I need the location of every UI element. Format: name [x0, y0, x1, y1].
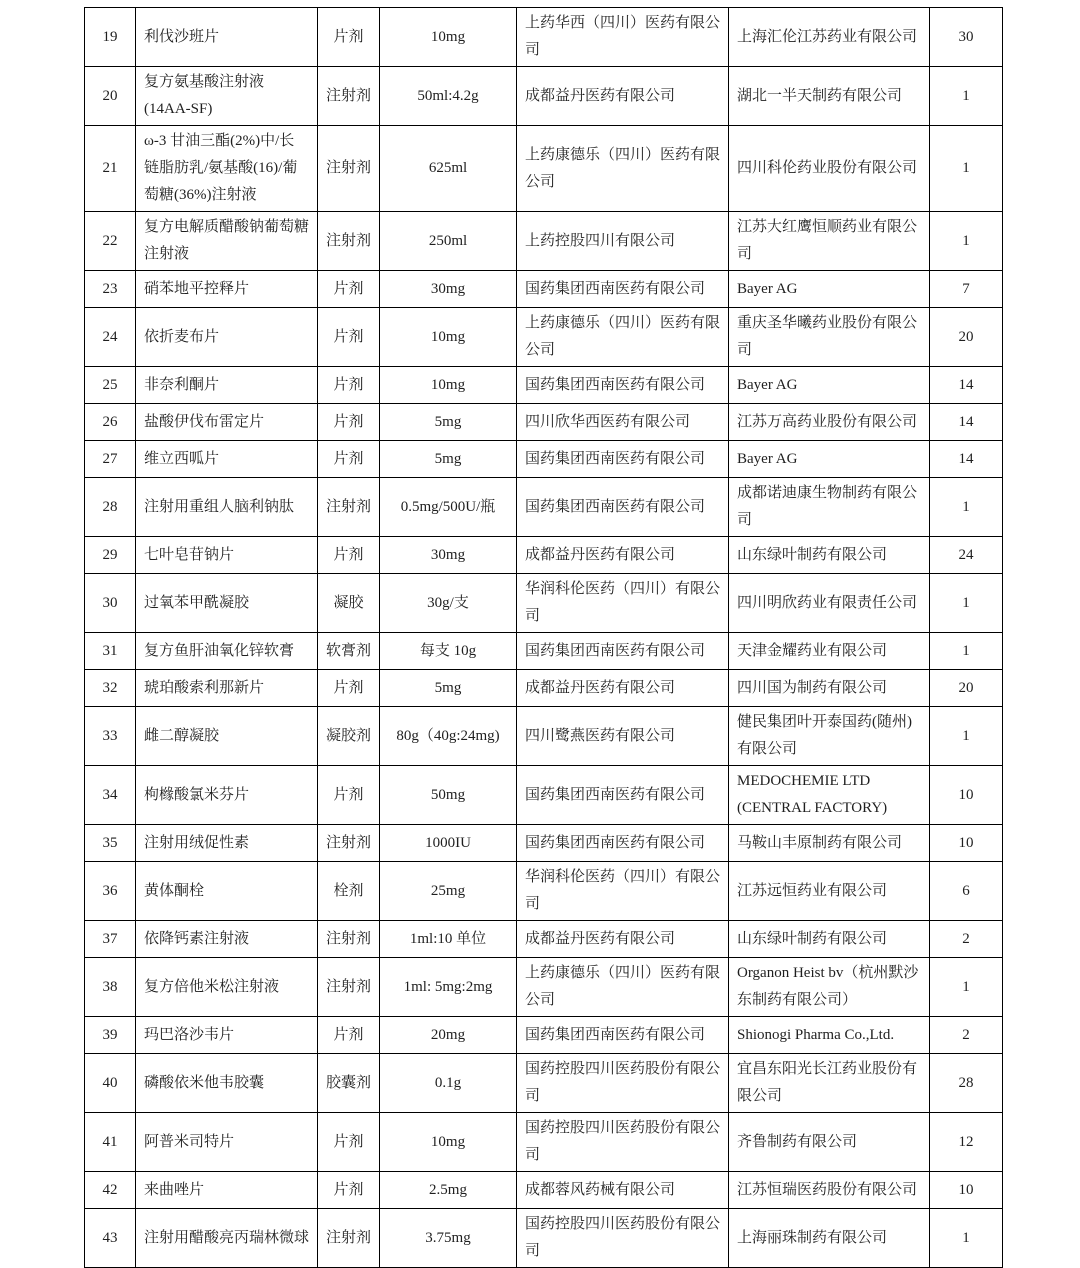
cell-supplier-company: 上药华西（四川）医药有限公司 [517, 8, 729, 67]
cell-drug-name: 阿普米司特片 [136, 1113, 318, 1172]
cell-supplier-company: 国药集团西南医药有限公司 [517, 1017, 729, 1054]
table-row [85, 921, 1003, 958]
cell-row-number: 19 [85, 8, 136, 67]
cell-supplier-company: 成都益丹医药有限公司 [517, 67, 729, 126]
cell-supplier-company: 四川鹭燕医药有限公司 [517, 707, 729, 766]
cell-specification: 5mg [380, 670, 517, 707]
cell-specification: 10mg [380, 308, 517, 367]
cell-row-number: 26 [85, 404, 136, 441]
cell-row-number: 34 [85, 766, 136, 825]
cell-drug-name: 七叶皂苷钠片 [136, 537, 318, 574]
cell-manufacturer-company: Shionogi Pharma Co.,Ltd. [729, 1017, 930, 1054]
cell-dosage-form: 注射剂 [318, 478, 380, 537]
cell-row-number: 20 [85, 67, 136, 126]
table-row [85, 308, 1003, 367]
cell-dosage-form: 注射剂 [318, 212, 380, 271]
cell-row-number: 22 [85, 212, 136, 271]
cell-drug-name: 注射用重组人脑利钠肽 [136, 478, 318, 537]
cell-supplier-company: 上药控股四川有限公司 [517, 212, 729, 271]
cell-quantity: 1 [930, 707, 1003, 766]
cell-supplier-company: 国药集团西南医药有限公司 [517, 633, 729, 670]
cell-row-number: 25 [85, 367, 136, 404]
cell-drug-name: 注射用醋酸亮丙瑞林微球 [136, 1209, 318, 1268]
cell-manufacturer-company: 健民集团叶开泰国药(随州)有限公司 [729, 707, 930, 766]
cell-manufacturer-company: Bayer AG [729, 441, 930, 478]
drug-list-table [84, 7, 1003, 1268]
table-row [85, 670, 1003, 707]
table-row [85, 126, 1003, 212]
cell-dosage-form: 片剂 [318, 670, 380, 707]
cell-row-number: 36 [85, 862, 136, 921]
cell-manufacturer-company: 重庆圣华曦药业股份有限公司 [729, 308, 930, 367]
cell-quantity: 1 [930, 1209, 1003, 1268]
table-row [85, 271, 1003, 308]
table-row [85, 212, 1003, 271]
table-row [85, 1017, 1003, 1054]
table-row [85, 441, 1003, 478]
cell-supplier-company: 上药康德乐（四川）医药有限公司 [517, 126, 729, 212]
cell-manufacturer-company: 天津金耀药业有限公司 [729, 633, 930, 670]
cell-dosage-form: 片剂 [318, 1113, 380, 1172]
cell-dosage-form: 片剂 [318, 766, 380, 825]
cell-manufacturer-company: 四川明欣药业有限责任公司 [729, 574, 930, 633]
cell-specification: 10mg [380, 367, 517, 404]
table-row [85, 1172, 1003, 1209]
cell-supplier-company: 国药集团西南医药有限公司 [517, 271, 729, 308]
cell-drug-name: 琥珀酸索利那新片 [136, 670, 318, 707]
cell-drug-name: 复方氨基酸注射液(14AA-SF) [136, 67, 318, 126]
cell-dosage-form: 片剂 [318, 441, 380, 478]
table-row [85, 478, 1003, 537]
cell-row-number: 40 [85, 1054, 136, 1113]
cell-manufacturer-company: Bayer AG [729, 271, 930, 308]
cell-supplier-company: 上药康德乐（四川）医药有限公司 [517, 308, 729, 367]
cell-dosage-form: 注射剂 [318, 921, 380, 958]
cell-drug-name: 复方倍他米松注射液 [136, 958, 318, 1017]
cell-supplier-company: 成都蓉风药械有限公司 [517, 1172, 729, 1209]
cell-drug-name: 利伐沙班片 [136, 8, 318, 67]
cell-specification: 10mg [380, 8, 517, 67]
cell-dosage-form: 注射剂 [318, 1209, 380, 1268]
cell-specification: 50mg [380, 766, 517, 825]
cell-quantity: 1 [930, 212, 1003, 271]
cell-quantity: 2 [930, 1017, 1003, 1054]
cell-drug-name: 复方鱼肝油氧化锌软膏 [136, 633, 318, 670]
cell-dosage-form: 片剂 [318, 308, 380, 367]
cell-dosage-form: 片剂 [318, 537, 380, 574]
cell-quantity: 24 [930, 537, 1003, 574]
cell-specification: 625ml [380, 126, 517, 212]
cell-specification: 5mg [380, 404, 517, 441]
cell-specification: 3.75mg [380, 1209, 517, 1268]
cell-dosage-form: 注射剂 [318, 126, 380, 212]
cell-drug-name: 盐酸伊伐布雷定片 [136, 404, 318, 441]
cell-dosage-form: 凝胶 [318, 574, 380, 633]
cell-quantity: 20 [930, 308, 1003, 367]
cell-quantity: 2 [930, 921, 1003, 958]
cell-row-number: 29 [85, 537, 136, 574]
cell-specification: 80g（40g:24mg) [380, 707, 517, 766]
cell-specification: 30g/支 [380, 574, 517, 633]
cell-dosage-form: 注射剂 [318, 958, 380, 1017]
cell-manufacturer-company: 马鞍山丰原制药有限公司 [729, 825, 930, 862]
cell-row-number: 27 [85, 441, 136, 478]
cell-specification: 10mg [380, 1113, 517, 1172]
table-row [85, 67, 1003, 126]
cell-row-number: 24 [85, 308, 136, 367]
table-row [85, 958, 1003, 1017]
cell-specification: 1000IU [380, 825, 517, 862]
cell-quantity: 20 [930, 670, 1003, 707]
table-row [85, 766, 1003, 825]
cell-dosage-form: 凝胶剂 [318, 707, 380, 766]
table-row [85, 537, 1003, 574]
cell-manufacturer-company: 江苏万高药业股份有限公司 [729, 404, 930, 441]
cell-row-number: 21 [85, 126, 136, 212]
cell-supplier-company: 成都益丹医药有限公司 [517, 670, 729, 707]
cell-quantity: 1 [930, 633, 1003, 670]
cell-manufacturer-company: 齐鲁制药有限公司 [729, 1113, 930, 1172]
table-row [85, 1113, 1003, 1172]
cell-drug-name: 维立西呱片 [136, 441, 318, 478]
cell-supplier-company: 成都益丹医药有限公司 [517, 921, 729, 958]
cell-manufacturer-company: 山东绿叶制药有限公司 [729, 537, 930, 574]
cell-specification: 30mg [380, 271, 517, 308]
cell-supplier-company: 国药控股四川医药股份有限公司 [517, 1054, 729, 1113]
cell-supplier-company: 国药控股四川医药股份有限公司 [517, 1113, 729, 1172]
cell-manufacturer-company: 江苏远恒药业有限公司 [729, 862, 930, 921]
cell-quantity: 14 [930, 404, 1003, 441]
cell-quantity: 10 [930, 825, 1003, 862]
cell-row-number: 35 [85, 825, 136, 862]
cell-dosage-form: 注射剂 [318, 67, 380, 126]
cell-dosage-form: 片剂 [318, 404, 380, 441]
cell-supplier-company: 华润科伦医药（四川）有限公司 [517, 574, 729, 633]
cell-manufacturer-company: 宜昌东阳光长江药业股份有限公司 [729, 1054, 930, 1113]
cell-dosage-form: 注射剂 [318, 825, 380, 862]
cell-manufacturer-company: 四川国为制药有限公司 [729, 670, 930, 707]
cell-quantity: 10 [930, 766, 1003, 825]
cell-drug-name: 玛巴洛沙韦片 [136, 1017, 318, 1054]
cell-row-number: 39 [85, 1017, 136, 1054]
table-row [85, 707, 1003, 766]
cell-row-number: 38 [85, 958, 136, 1017]
table-row [85, 8, 1003, 67]
cell-row-number: 31 [85, 633, 136, 670]
cell-specification: 50ml:4.2g [380, 67, 517, 126]
cell-dosage-form: 片剂 [318, 1172, 380, 1209]
cell-specification: 20mg [380, 1017, 517, 1054]
cell-specification: 250ml [380, 212, 517, 271]
cell-specification: 0.1g [380, 1054, 517, 1113]
cell-quantity: 1 [930, 958, 1003, 1017]
cell-drug-name: 来曲唑片 [136, 1172, 318, 1209]
cell-manufacturer-company: 湖北一半天制药有限公司 [729, 67, 930, 126]
cell-specification: 0.5mg/500U/瓶 [380, 478, 517, 537]
cell-supplier-company: 国药集团西南医药有限公司 [517, 367, 729, 404]
cell-manufacturer-company: 山东绿叶制药有限公司 [729, 921, 930, 958]
table-row [85, 862, 1003, 921]
cell-row-number: 37 [85, 921, 136, 958]
cell-drug-name: 过氧苯甲酰凝胶 [136, 574, 318, 633]
cell-manufacturer-company: 成都诺迪康生物制药有限公司 [729, 478, 930, 537]
cell-supplier-company: 国药集团西南医药有限公司 [517, 766, 729, 825]
cell-drug-name: 硝苯地平控释片 [136, 271, 318, 308]
cell-supplier-company: 国药集团西南医药有限公司 [517, 441, 729, 478]
cell-drug-name: 磷酸依米他韦胶囊 [136, 1054, 318, 1113]
cell-row-number: 23 [85, 271, 136, 308]
cell-dosage-form: 栓剂 [318, 862, 380, 921]
cell-supplier-company: 华润科伦医药（四川）有限公司 [517, 862, 729, 921]
cell-manufacturer-company: 江苏大红鹰恒顺药业有限公司 [729, 212, 930, 271]
cell-dosage-form: 片剂 [318, 8, 380, 67]
cell-specification: 1ml: 5mg:2mg [380, 958, 517, 1017]
cell-manufacturer-company: 江苏恒瑞医药股份有限公司 [729, 1172, 930, 1209]
cell-supplier-company: 四川欣华西医药有限公司 [517, 404, 729, 441]
cell-quantity: 6 [930, 862, 1003, 921]
cell-manufacturer-company: 上海丽珠制药有限公司 [729, 1209, 930, 1268]
cell-row-number: 30 [85, 574, 136, 633]
cell-supplier-company: 成都益丹医药有限公司 [517, 537, 729, 574]
cell-supplier-company: 上药康德乐（四川）医药有限公司 [517, 958, 729, 1017]
cell-supplier-company: 国药集团西南医药有限公司 [517, 478, 729, 537]
cell-row-number: 42 [85, 1172, 136, 1209]
cell-row-number: 32 [85, 670, 136, 707]
cell-manufacturer-company: 上海汇伦江苏药业有限公司 [729, 8, 930, 67]
cell-quantity: 7 [930, 271, 1003, 308]
cell-drug-name: 枸橼酸氯米芬片 [136, 766, 318, 825]
cell-supplier-company: 国药控股四川医药股份有限公司 [517, 1209, 729, 1268]
cell-specification: 1ml:10 单位 [380, 921, 517, 958]
cell-specification: 每支 10g [380, 633, 517, 670]
cell-drug-name: 复方电解质醋酸钠葡萄糖注射液 [136, 212, 318, 271]
cell-specification: 30mg [380, 537, 517, 574]
cell-dosage-form: 片剂 [318, 367, 380, 404]
cell-specification: 2.5mg [380, 1172, 517, 1209]
cell-specification: 25mg [380, 862, 517, 921]
cell-dosage-form: 片剂 [318, 1017, 380, 1054]
cell-quantity: 28 [930, 1054, 1003, 1113]
cell-quantity: 12 [930, 1113, 1003, 1172]
table-row [85, 404, 1003, 441]
cell-row-number: 43 [85, 1209, 136, 1268]
cell-quantity: 1 [930, 67, 1003, 126]
cell-manufacturer-company: Organon Heist bv（杭州默沙东制药有限公司） [729, 958, 930, 1017]
cell-manufacturer-company: 四川科伦药业股份有限公司 [729, 126, 930, 212]
cell-dosage-form: 胶囊剂 [318, 1054, 380, 1113]
cell-drug-name: 雌二醇凝胶 [136, 707, 318, 766]
cell-dosage-form: 软膏剂 [318, 633, 380, 670]
cell-quantity: 30 [930, 8, 1003, 67]
cell-dosage-form: 片剂 [318, 271, 380, 308]
cell-manufacturer-company: MEDOCHEMIE LTD (CENTRAL FACTORY) [729, 766, 930, 825]
table-row [85, 633, 1003, 670]
cell-drug-name: 依折麦布片 [136, 308, 318, 367]
cell-manufacturer-company: Bayer AG [729, 367, 930, 404]
cell-drug-name: 注射用绒促性素 [136, 825, 318, 862]
cell-drug-name: 依降钙素注射液 [136, 921, 318, 958]
cell-row-number: 41 [85, 1113, 136, 1172]
cell-row-number: 28 [85, 478, 136, 537]
cell-quantity: 10 [930, 1172, 1003, 1209]
table-row [85, 825, 1003, 862]
cell-supplier-company: 国药集团西南医药有限公司 [517, 825, 729, 862]
table-row [85, 1054, 1003, 1113]
cell-quantity: 1 [930, 574, 1003, 633]
cell-row-number: 33 [85, 707, 136, 766]
cell-quantity: 1 [930, 126, 1003, 212]
cell-quantity: 1 [930, 478, 1003, 537]
cell-specification: 5mg [380, 441, 517, 478]
cell-quantity: 14 [930, 367, 1003, 404]
drug-list-table-body [85, 8, 1003, 1268]
cell-quantity: 14 [930, 441, 1003, 478]
cell-drug-name: 黄体酮栓 [136, 862, 318, 921]
table-row [85, 367, 1003, 404]
cell-drug-name: ω-3 甘油三酯(2%)中/长链脂肪乳/氨基酸(16)/葡萄糖(36%)注射液 [136, 126, 318, 212]
table-row [85, 574, 1003, 633]
cell-drug-name: 非奈利酮片 [136, 367, 318, 404]
